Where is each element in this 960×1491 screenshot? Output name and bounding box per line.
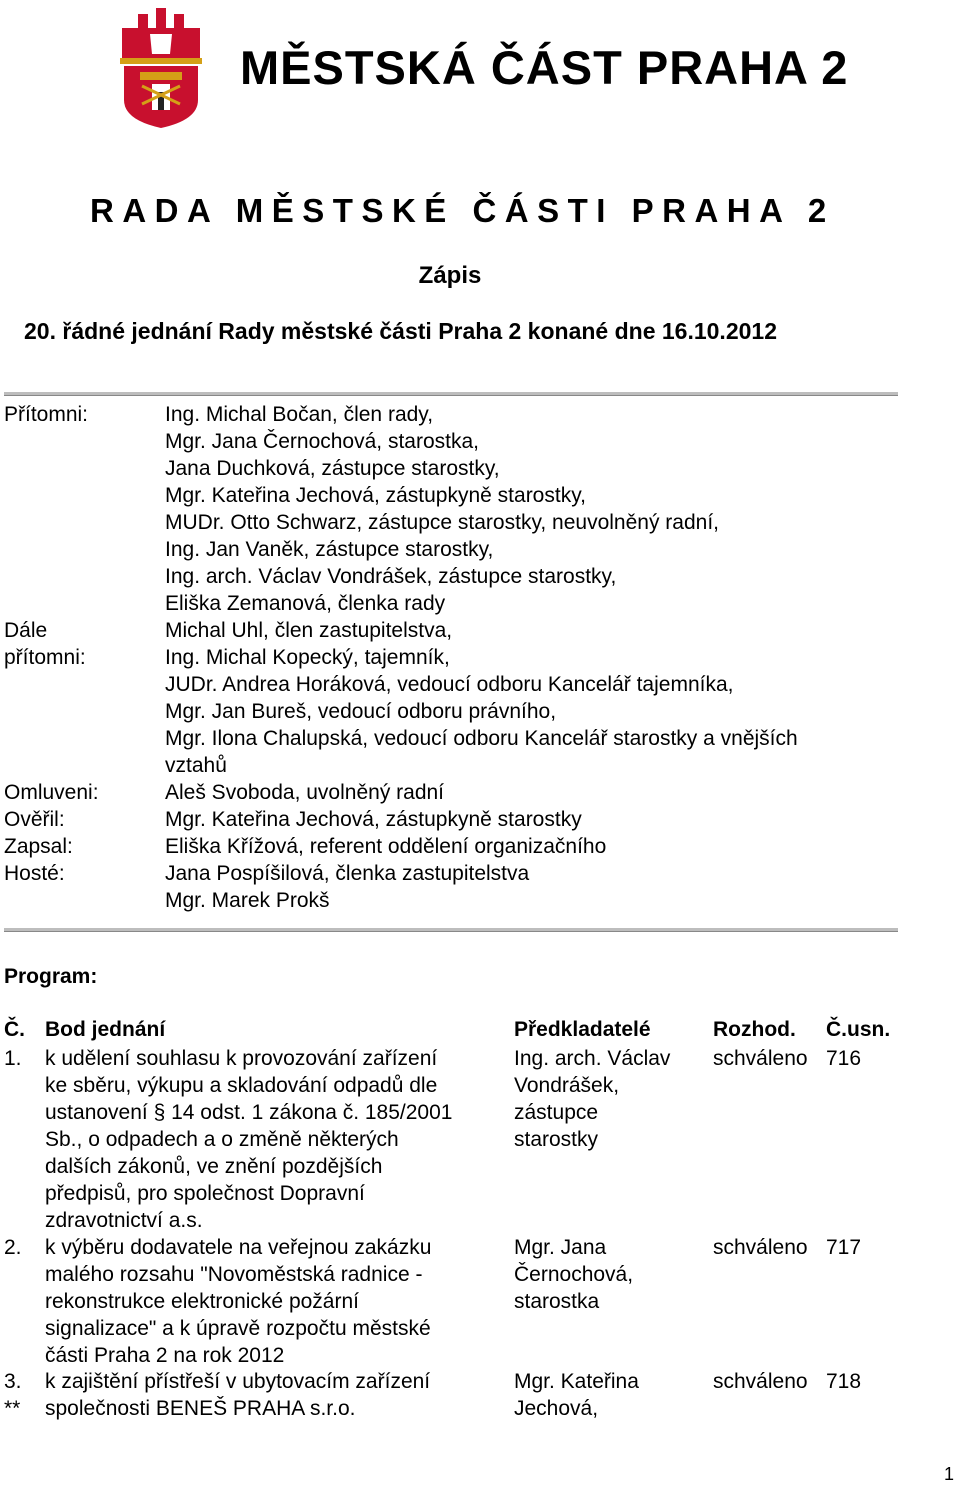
agenda-item-decision: schváleno bbox=[713, 1047, 808, 1070]
also-present-member: Ing. Michal Kopecký, tajemník, bbox=[165, 646, 450, 669]
agenda-item-number bbox=[4, 1368, 22, 1422]
agenda-item-line: předpisů, pro společnost Dopravní bbox=[45, 1182, 365, 1205]
agenda-item-line: části Praha 2 na rok 2012 bbox=[45, 1344, 285, 1367]
presenter-line: Mgr. Kateřina bbox=[514, 1370, 639, 1393]
agenda-item-line: ke sběru, výkupu a skladování odpadů dle bbox=[45, 1074, 438, 1097]
also-present-member: Michal Uhl, člen zastupitelstva, bbox=[165, 619, 453, 642]
agenda-item-line: signalizace" a k úpravě rozpočtu městské bbox=[45, 1317, 431, 1340]
guest: Mgr. Marek Prokš bbox=[165, 889, 330, 912]
also-present-label-2: přítomni: bbox=[4, 646, 86, 669]
agenda-item-line: dalších zákonů, ve znění pozdějších bbox=[45, 1155, 383, 1178]
agenda-item-line: k udělení souhlasu k provozování zařízení bbox=[45, 1047, 438, 1070]
verified-label: Ověřil: bbox=[4, 808, 65, 831]
verified-by: Mgr. Kateřina Jechová, zástupkyně starostky bbox=[165, 808, 582, 831]
agenda-item-resolution: 718 bbox=[826, 1370, 862, 1393]
also-present-member: vztahů bbox=[165, 754, 227, 777]
meeting-title: 20. řádné jednání Rady městské části Praha 2 konané dne 16.10.2012 bbox=[24, 318, 777, 344]
present-label: Přítomni: bbox=[4, 403, 89, 426]
recorded-label: Zapsal: bbox=[4, 835, 73, 858]
agenda-item-line: společnosti BENEŠ PRAHA s.r.o. bbox=[45, 1397, 356, 1420]
agenda-item-number: 2. bbox=[4, 1236, 22, 1259]
agenda-item-line: ustanovení § 14 odst. 1 zákona č. 185/2001 bbox=[45, 1101, 453, 1124]
divider bbox=[4, 928, 898, 932]
column-header-number: Č. bbox=[4, 1018, 25, 1041]
present-member: Ing. Jan Vaněk, zástupce starostky, bbox=[165, 538, 494, 561]
presenter-line: Ing. arch. Václav bbox=[514, 1047, 671, 1070]
column-header-resolution: Č.usn. bbox=[826, 1018, 891, 1041]
column-header-item: Bod jednání bbox=[45, 1018, 166, 1041]
agenda-item-line: k výběru dodavatele na veřejnou zakázku bbox=[45, 1236, 432, 1259]
present-member: Ing. Michal Bočan, člen rady, bbox=[165, 403, 434, 426]
presenter-line: Vondrášek, bbox=[514, 1074, 620, 1097]
agenda-item-number: 1. bbox=[4, 1047, 22, 1070]
agenda-item-text bbox=[45, 1234, 431, 1369]
guest: Jana Pospíšilová, členka zastupitelstva bbox=[165, 862, 530, 885]
excused-member: Aleš Svoboda, uvolněný radní bbox=[165, 781, 445, 804]
agenda-item-decision: schváleno bbox=[713, 1370, 808, 1393]
agenda-item-line: rekonstrukce elektronické požární bbox=[45, 1290, 359, 1313]
column-header-decision: Rozhod. bbox=[713, 1018, 796, 1041]
also-present-label: Dále bbox=[4, 619, 48, 642]
agenda-item-line: k zajištění přístřeší v ubytovacím zařízení bbox=[45, 1370, 431, 1393]
also-present-member: Mgr. Jan Bureš, vedoucí odboru právního, bbox=[165, 700, 557, 723]
also-present-member: Mgr. Ilona Chalupská, vedoucí odboru Kancelář starostky a vnějších bbox=[165, 727, 798, 750]
recorded-by: Eliška Křížová, referent oddělení organizačního bbox=[165, 835, 607, 858]
excused-label: Omluveni: bbox=[4, 781, 99, 804]
coat-of-arms-icon bbox=[120, 8, 202, 128]
agenda-item-presenter bbox=[514, 1234, 633, 1315]
agenda-item-resolution: 716 bbox=[826, 1047, 862, 1070]
guests-label: Hosté: bbox=[4, 862, 65, 885]
agenda-item-resolution: 717 bbox=[826, 1236, 862, 1259]
column-header-presenter: Předkladatelé bbox=[514, 1018, 651, 1041]
presenter-line: Jechová, bbox=[514, 1397, 599, 1420]
agenda-item-presenter bbox=[514, 1045, 670, 1153]
presenter-line: Mgr. Jana bbox=[514, 1236, 607, 1259]
present-member: Mgr. Kateřina Jechová, zástupkyně starostky, bbox=[165, 484, 586, 507]
document-type: Zápis bbox=[418, 262, 482, 289]
divider bbox=[4, 392, 898, 396]
agenda-item-line: zdravotnictví a.s. bbox=[45, 1209, 203, 1232]
present-member: Ing. arch. Václav Vondrášek, zástupce starostky, bbox=[165, 565, 617, 588]
present-member: Mgr. Jana Černochová, starostka, bbox=[165, 430, 479, 453]
presenter-line: starostky bbox=[514, 1128, 599, 1151]
council-title: RADA MĚSTSKÉ ČÁSTI PRAHA 2 bbox=[90, 192, 835, 229]
attendance-list bbox=[165, 401, 798, 914]
agenda-item-number-value: 3. bbox=[4, 1370, 22, 1393]
agenda-item-decision: schváleno bbox=[713, 1236, 808, 1259]
also-present-member: JUDr. Andrea Horáková, vedoucí odboru Kancelář tajemníka, bbox=[165, 673, 734, 696]
agenda-item-text bbox=[45, 1045, 452, 1234]
presenter-line: Černochová, bbox=[514, 1263, 634, 1286]
logo-text: MĚSTSKÁ ČÁST PRAHA 2 bbox=[240, 41, 849, 94]
present-member: Jana Duchková, zástupce starostky, bbox=[165, 457, 500, 480]
present-member: Eliška Zemanová, členka rady bbox=[165, 592, 446, 615]
agenda-item-line: Sb., o odpadech a o změně některých bbox=[45, 1128, 399, 1151]
agenda-item-marker: ** bbox=[4, 1397, 21, 1420]
presenter-line: starostka bbox=[514, 1290, 600, 1313]
agenda-item-text bbox=[45, 1368, 430, 1422]
agenda-item-presenter bbox=[514, 1368, 639, 1422]
program-heading: Program: bbox=[4, 965, 98, 988]
present-member: MUDr. Otto Schwarz, zástupce starostky, neuvolněný radní, bbox=[165, 511, 720, 534]
presenter-line: zástupce bbox=[514, 1101, 599, 1124]
agenda-item-line: malého rozsahu "Novoměstská radnice - bbox=[45, 1263, 423, 1286]
page-number: 1 bbox=[943, 1464, 954, 1484]
